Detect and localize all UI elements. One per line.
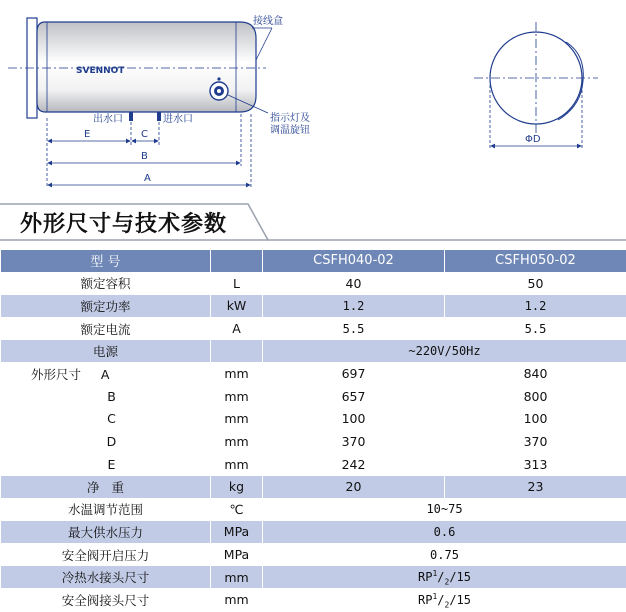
row-unit: mm xyxy=(211,408,263,431)
dim-label-phid: ΦD xyxy=(525,134,541,145)
dim-label-b: B xyxy=(141,151,148,162)
row-name: 外形尺寸 A xyxy=(1,362,211,385)
header-model-1: CSFH040-02 xyxy=(263,250,445,273)
row-value-merged: ~220V/50Hz xyxy=(263,340,626,363)
table-row xyxy=(1,566,626,589)
row-name: 冷热水接头尺寸 xyxy=(1,566,211,589)
brand-logo: SVENNOT xyxy=(76,66,125,76)
table-row xyxy=(1,453,626,476)
row-value-1: 100 xyxy=(263,408,445,431)
table-row xyxy=(1,362,626,385)
header-model: 型 号 xyxy=(1,250,211,273)
indicator-label-1: 指示灯及 xyxy=(270,111,310,124)
row-name: 安全阀开启压力 xyxy=(1,543,211,566)
row-name: E xyxy=(1,453,211,476)
row-unit xyxy=(211,340,263,363)
row-unit: A xyxy=(211,317,263,340)
row-value-2: 313 xyxy=(445,453,626,476)
table-row xyxy=(1,521,626,544)
row-name: C xyxy=(1,408,211,431)
row-value-1: 370 xyxy=(263,430,445,453)
dim-label-e: E xyxy=(84,129,90,140)
row-name: 最大供水压力 xyxy=(1,521,211,544)
row-value-1: 657 xyxy=(263,385,445,408)
row-value-merged: 0.6 xyxy=(263,521,626,544)
row-value-1: 20 xyxy=(263,475,445,498)
row-value-1: 697 xyxy=(263,362,445,385)
outlet-label: 出水口 xyxy=(93,112,123,125)
row-value-2: 50 xyxy=(445,272,626,295)
row-name: 额定功率 xyxy=(1,295,211,318)
table-row xyxy=(1,385,626,408)
row-unit: ℃ xyxy=(211,498,263,521)
row-value-merged: $RP^1/_2/15$ xyxy=(263,588,626,611)
row-name: 额定电流 xyxy=(1,317,211,340)
indicator-label-2: 调温旋钮 xyxy=(270,123,310,136)
outlet-pipe xyxy=(129,112,133,121)
row-value-1: 40 xyxy=(263,272,445,295)
row-name: 安全阀接头尺寸 xyxy=(1,588,211,611)
inlet-label: 进水口 xyxy=(163,112,193,125)
header-unit xyxy=(211,250,263,273)
row-unit: kW xyxy=(211,295,263,318)
row-unit: MPa xyxy=(211,521,263,544)
table-row xyxy=(1,317,626,340)
row-value-2: 840 xyxy=(445,362,626,385)
row-name: 电源 xyxy=(1,340,211,363)
row-unit: mm xyxy=(211,453,263,476)
row-value-1: 5.5 xyxy=(263,317,445,340)
table-row xyxy=(1,475,626,498)
table-row xyxy=(1,543,626,566)
row-unit: kg xyxy=(211,475,263,498)
row-unit: L xyxy=(211,272,263,295)
table-header-row xyxy=(1,250,626,273)
table-row xyxy=(1,498,626,521)
row-value-2: 800 xyxy=(445,385,626,408)
row-value-2: 1.2 xyxy=(445,295,626,318)
spec-table xyxy=(0,249,626,612)
table-row xyxy=(1,295,626,318)
dim-label-a: A xyxy=(144,173,151,184)
row-unit: mm xyxy=(211,385,263,408)
row-unit: MPa xyxy=(211,543,263,566)
table-row xyxy=(1,430,626,453)
table-row xyxy=(1,272,626,295)
row-name: 水温调节范围 xyxy=(1,498,211,521)
row-unit: mm xyxy=(211,588,263,611)
inlet-pipe xyxy=(157,112,161,121)
row-unit: mm xyxy=(211,566,263,589)
table-row xyxy=(1,340,626,363)
dim-label-c: C xyxy=(141,129,148,140)
row-value-2: 370 xyxy=(445,430,626,453)
header-model-2: CSFH050-02 xyxy=(445,250,626,273)
row-value-merged: 0.75 xyxy=(263,543,626,566)
row-value-2: 23 xyxy=(445,475,626,498)
row-unit: mm xyxy=(211,430,263,453)
row-value-2: 5.5 xyxy=(445,317,626,340)
row-name: D xyxy=(1,430,211,453)
table-row xyxy=(1,408,626,431)
row-value-merged: 10~75 xyxy=(263,498,626,521)
row-value-1: 242 xyxy=(263,453,445,476)
row-value-merged: $RP^1/_2/15$ xyxy=(263,566,626,589)
row-name: B xyxy=(1,385,211,408)
row-unit: mm xyxy=(211,362,263,385)
row-name: 净 重 xyxy=(1,475,211,498)
row-name: 额定容积 xyxy=(1,272,211,295)
heater-dimension-drawing xyxy=(0,0,626,200)
junction-box-label: 接线盒 xyxy=(253,14,283,27)
table-row xyxy=(1,588,626,611)
section-title: 外形尺寸与技术参数 xyxy=(20,207,227,238)
row-value-2: 100 xyxy=(445,408,626,431)
row-value-1: 1.2 xyxy=(263,295,445,318)
